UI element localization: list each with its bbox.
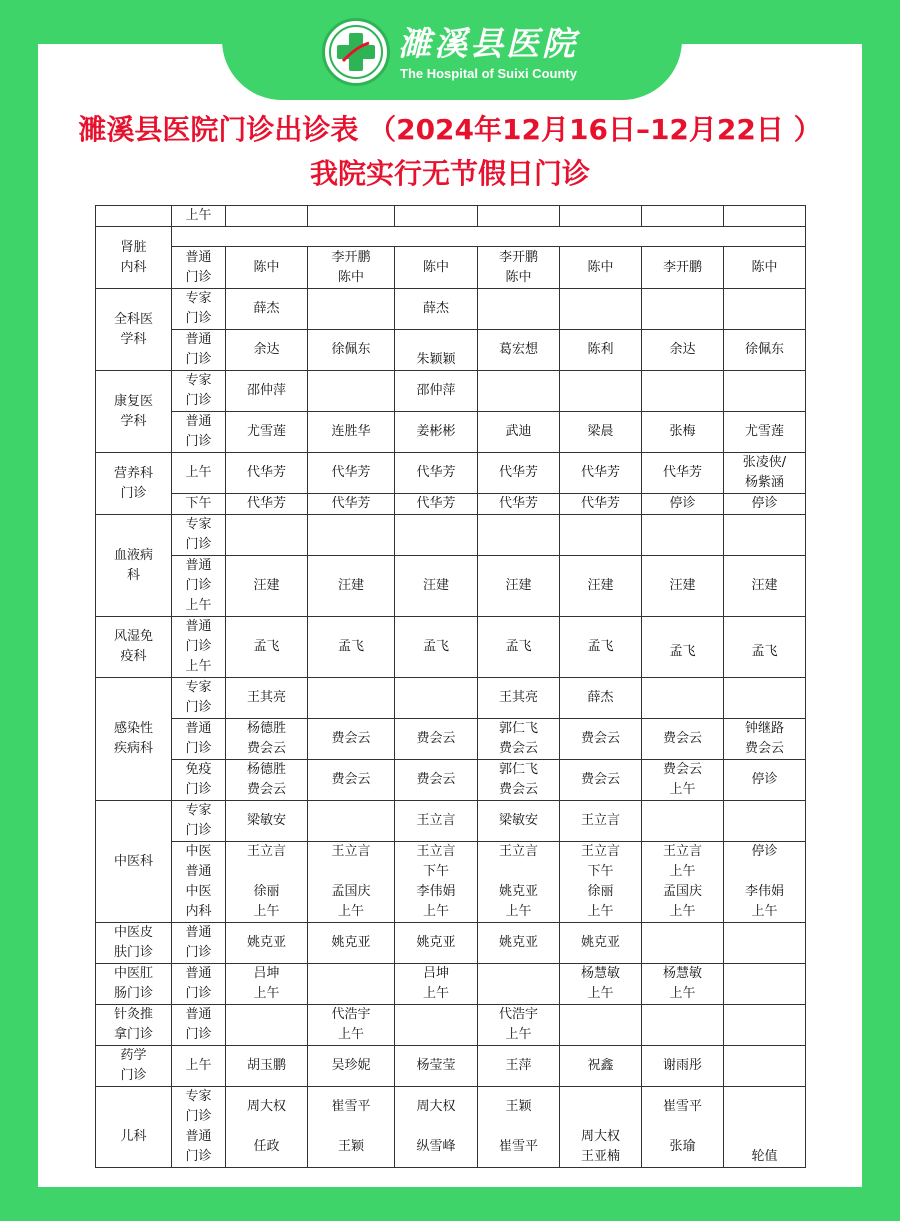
schedule-cell [308, 289, 395, 330]
schedule-cell: 薛杰 [560, 678, 642, 719]
schedule-cell: 代华芳 [642, 453, 724, 494]
schedule-cell: 周大权 任政 [226, 1087, 308, 1168]
schedule-cell: 朱颖颖 [395, 330, 478, 371]
clinic-type-cell: 普通 门诊 [172, 412, 226, 453]
schedule-cell: 余达 [642, 330, 724, 371]
schedule-cell: 轮值 [724, 1087, 806, 1168]
schedule-cell: 梁敏安 [226, 801, 308, 842]
schedule-cell: 汪建 [724, 556, 806, 617]
schedule-cell [642, 923, 724, 964]
schedule-cell: 王立言 上午 孟国庆 上午 [642, 842, 724, 923]
dept-general-practice: 全科医 学科 [96, 289, 172, 371]
table-row [96, 371, 806, 412]
schedule-cell: 代华芳 [395, 453, 478, 494]
schedule-cell: 邵仲萍 [395, 371, 478, 412]
schedule-cell: 薛杰 [226, 289, 308, 330]
table-row [96, 247, 806, 289]
schedule-cell: 郭仁飞 费会云 [478, 760, 560, 801]
dept-hematology: 血液病 科 [96, 515, 172, 617]
schedule-cell [642, 371, 724, 412]
schedule-cell [724, 371, 806, 412]
schedule-cell [308, 515, 395, 556]
schedule-cell [395, 678, 478, 719]
schedule-cell [308, 801, 395, 842]
clinic-type-cell: 专家 门诊 普通 门诊 [172, 1087, 226, 1168]
schedule-cell: 杨莹莹 [395, 1046, 478, 1087]
schedule-cell [642, 289, 724, 330]
schedule-cell: 停诊 [642, 494, 724, 515]
schedule-cell: 费会云 上午 [642, 760, 724, 801]
schedule-cell: 周大权 王亚楠 [560, 1087, 642, 1168]
schedule-cell: 张凌侠/ 杨紫涵 [724, 453, 806, 494]
schedule-cell: 姚克亚 [308, 923, 395, 964]
schedule-cell: 孟飞 [724, 617, 806, 678]
schedule-cell: 孟飞 [560, 617, 642, 678]
schedule-cell [395, 1005, 478, 1046]
schedule-cell: 余达 [226, 330, 308, 371]
schedule-cell: 停诊 [724, 494, 806, 515]
right-green-border [862, 0, 900, 1221]
table-row [96, 617, 806, 678]
schedule-cell [642, 1005, 724, 1046]
schedule-cell [560, 371, 642, 412]
schedule-cell: 李开鹏 陈中 [308, 247, 395, 289]
schedule-cell: 代浩宇 上午 [308, 1005, 395, 1046]
schedule-cell: 代华芳 [395, 494, 478, 515]
schedule-cell [724, 1005, 806, 1046]
clinic-type-cell: 专家 门诊 [172, 678, 226, 719]
schedule-cell: 姜彬彬 [395, 412, 478, 453]
schedule-cell: 汪建 [560, 556, 642, 617]
dept-tcm-dermatology: 中医皮 肤门诊 [96, 923, 172, 964]
schedule-cell [478, 964, 560, 1005]
schedule-cell: 王立言 下午 徐丽 上午 [560, 842, 642, 923]
schedule-cell [478, 371, 560, 412]
schedule-cell [560, 1005, 642, 1046]
schedule-cell: 吴珍妮 [308, 1046, 395, 1087]
table-row [96, 1005, 806, 1046]
table-row [96, 678, 806, 719]
schedule-cell: 葛宏想 [478, 330, 560, 371]
clinic-type-cell: 普通 门诊 上午 [172, 556, 226, 617]
schedule-cell: 王颖 崔雪平 [478, 1087, 560, 1168]
clinic-type-cell: 中医 普通 中医 内科 [172, 842, 226, 923]
table-row [96, 1046, 806, 1087]
schedule-cell: 王萍 [478, 1046, 560, 1087]
schedule-cell: 汪建 [308, 556, 395, 617]
page-subtitle: 我院实行无节假日门诊 [309, 157, 590, 190]
schedule-cell: 杨德胜 费会云 [226, 760, 308, 801]
schedule-cell: 代华芳 [226, 453, 308, 494]
table-row [96, 760, 806, 801]
schedule-cell [724, 1046, 806, 1087]
dept-infectious-disease: 感染性 疾病科 [96, 678, 172, 801]
schedule-cell: 李开鹏 陈中 [478, 247, 560, 289]
schedule-cell [642, 678, 724, 719]
schedule-cell: 崔雪平 王颖 [308, 1087, 395, 1168]
schedule-cell: 费会云 [642, 719, 724, 760]
schedule-cell: 徐佩东 [308, 330, 395, 371]
table-row [96, 801, 806, 842]
schedule-cell [226, 1005, 308, 1046]
schedule-cell: 祝鑫 [560, 1046, 642, 1087]
schedule-cell: 钟继路 费会云 [724, 719, 806, 760]
schedule-cell: 费会云 [308, 760, 395, 801]
table-row [96, 453, 806, 494]
schedule-cell: 汪建 [395, 556, 478, 617]
clinic-type-cell: 下午 [172, 494, 226, 515]
schedule-cell: 王其亮 [226, 678, 308, 719]
schedule-cell: 孟飞 [226, 617, 308, 678]
schedule-cell: 姚克亚 [226, 923, 308, 964]
schedule-cell [724, 923, 806, 964]
schedule-cell: 汪建 [226, 556, 308, 617]
table-row [96, 412, 806, 453]
schedule-cell [642, 801, 724, 842]
table-row [96, 556, 806, 617]
clinic-type-cell: 普通 门诊 [172, 247, 226, 289]
schedule-cell: 孟飞 [395, 617, 478, 678]
schedule-cell: 王立言 下午 李伟娟 上午 [395, 842, 478, 923]
table-row [96, 842, 806, 923]
clinic-type-cell: 普通 门诊 [172, 964, 226, 1005]
schedule-cell: 梁敏安 [478, 801, 560, 842]
clinic-type-cell: 上午 [172, 1046, 226, 1087]
schedule-cell: 停诊 李伟娟 上午 [724, 842, 806, 923]
clinic-type-cell: 专家 门诊 [172, 515, 226, 556]
page-title: 濉溪县医院门诊出诊表 （2024年12月16日–12月22日 ） [78, 113, 822, 146]
schedule-cell: 孟飞 [308, 617, 395, 678]
schedule-cell: 代华芳 [560, 494, 642, 515]
schedule-cell: 汪建 [478, 556, 560, 617]
clinic-type-cell: 普通 门诊 [172, 719, 226, 760]
dept-kidney: 肾脏 内科 [96, 227, 172, 289]
dept-pediatrics: 儿科 [96, 1087, 172, 1168]
table-row [96, 206, 806, 227]
schedule-cell: 徐佩东 [724, 330, 806, 371]
schedule-cell [560, 289, 642, 330]
table-row [96, 227, 806, 247]
schedule-cell: 姚克亚 [478, 923, 560, 964]
schedule-cell: 陈中 [395, 247, 478, 289]
schedule-cell: 代华芳 [308, 453, 395, 494]
schedule-cell: 周大权 纵雪峰 [395, 1087, 478, 1168]
dept-pharmacy: 药学 门诊 [96, 1046, 172, 1087]
schedule-cell: 费会云 [560, 719, 642, 760]
schedule-cell: 邵仲萍 [226, 371, 308, 412]
clinic-type-cell: 普通 门诊 [172, 330, 226, 371]
schedule-cell [642, 515, 724, 556]
table-row [96, 719, 806, 760]
schedule-cell: 尤雪莲 [724, 412, 806, 453]
schedule-cell [724, 515, 806, 556]
dept-nutrition: 营养科 门诊 [96, 453, 172, 515]
table-row [96, 289, 806, 330]
schedule-cell [226, 515, 308, 556]
schedule-cell: 代华芳 [560, 453, 642, 494]
clinic-type-cell: 专家 门诊 [172, 289, 226, 330]
table-row [96, 330, 806, 371]
schedule-cell: 王其亮 [478, 678, 560, 719]
clinic-type-cell: 上午 [172, 453, 226, 494]
schedule-cell: 薛杰 [395, 289, 478, 330]
schedule-cell: 杨德胜 费会云 [226, 719, 308, 760]
clinic-type-cell: 普通 门诊 上午 [172, 617, 226, 678]
schedule-cell: 杨慧敏 上午 [560, 964, 642, 1005]
schedule-cell: 崔雪平 张瑜 [642, 1087, 724, 1168]
schedule-cell [724, 801, 806, 842]
schedule-cell: 代华芳 [226, 494, 308, 515]
schedule-cell [478, 289, 560, 330]
dept-rehabilitation: 康复医 学科 [96, 371, 172, 453]
clinic-type-cell: 免疫 门诊 [172, 760, 226, 801]
schedule-cell [724, 964, 806, 1005]
schedule-cell: 尤雪莲 [226, 412, 308, 453]
table-row [96, 494, 806, 515]
schedule-cell: 吕坤 上午 [395, 964, 478, 1005]
schedule-cell [724, 678, 806, 719]
clinic-type-cell: 专家 门诊 [172, 371, 226, 412]
schedule-cell: 吕坤 上午 [226, 964, 308, 1005]
left-green-border [0, 0, 38, 1221]
schedule-cell [395, 515, 478, 556]
table-row [96, 515, 806, 556]
schedule-cell: 孟飞 [642, 617, 724, 678]
table-row [96, 1087, 806, 1168]
schedule-cell: 陈中 [560, 247, 642, 289]
schedule-cell: 王立言 徐丽 上午 [226, 842, 308, 923]
dept-tcm-anorectal: 中医肛 肠门诊 [96, 964, 172, 1005]
dept-rheumatology: 风湿免 疫科 [96, 617, 172, 678]
table-row [96, 923, 806, 964]
schedule-cell: 王立言 孟国庆 上午 [308, 842, 395, 923]
dept-acupuncture: 针灸推 拿门诊 [96, 1005, 172, 1046]
schedule-cell: 陈中 [724, 247, 806, 289]
schedule-cell: 费会云 [395, 760, 478, 801]
schedule-cell: 谢雨彤 [642, 1046, 724, 1087]
schedule-cell [308, 371, 395, 412]
clinic-type-cell: 普通 门诊 [172, 923, 226, 964]
schedule-cell: 梁晨 [560, 412, 642, 453]
schedule-cell: 孟飞 [478, 617, 560, 678]
schedule-cell [724, 289, 806, 330]
schedule-cell: 费会云 [395, 719, 478, 760]
hospital-name-en: The Hospital of Suixi County [400, 66, 577, 81]
schedule-cell [308, 964, 395, 1005]
schedule-cell: 停诊 [724, 760, 806, 801]
schedule-cell: 王立言 姚克亚 上午 [478, 842, 560, 923]
schedule-cell: 胡玉鹏 [226, 1046, 308, 1087]
schedule-cell: 代华芳 [308, 494, 395, 515]
schedule-cell: 汪建 [642, 556, 724, 617]
dept-tcm: 中医科 [96, 801, 172, 923]
schedule-cell: 陈利 [560, 330, 642, 371]
schedule-table [95, 205, 806, 1168]
schedule-cell: 武迪 [478, 412, 560, 453]
schedule-cell [478, 515, 560, 556]
schedule-cell: 张梅 [642, 412, 724, 453]
schedule-cell [308, 678, 395, 719]
schedule-cell: 李开鹏 [642, 247, 724, 289]
schedule-cell: 王立言 [560, 801, 642, 842]
hospital-cross-logo-icon [322, 18, 390, 86]
schedule-cell [560, 515, 642, 556]
schedule-cell: 姚克亚 [395, 923, 478, 964]
schedule-cell: 代浩宇 上午 [478, 1005, 560, 1046]
schedule-cell: 代华芳 [478, 494, 560, 515]
bottom-green-border [0, 1187, 900, 1221]
schedule-cell: 连胜华 [308, 412, 395, 453]
schedule-cell: 代华芳 [478, 453, 560, 494]
schedule-cell: 王立言 [395, 801, 478, 842]
schedule-cell: 杨慧敏 上午 [642, 964, 724, 1005]
schedule-cell: 陈中 [226, 247, 308, 289]
schedule-cell: 姚克亚 [560, 923, 642, 964]
table-row [96, 964, 806, 1005]
schedule-cell: 费会云 [560, 760, 642, 801]
session-cell: 上午 [172, 206, 226, 227]
clinic-type-cell: 专家 门诊 [172, 801, 226, 842]
clinic-type-cell: 普通 门诊 [172, 1005, 226, 1046]
hospital-name: 濉溪县医院 [398, 24, 578, 63]
schedule-cell: 费会云 [308, 719, 395, 760]
schedule-cell: 郭仁飞 费会云 [478, 719, 560, 760]
